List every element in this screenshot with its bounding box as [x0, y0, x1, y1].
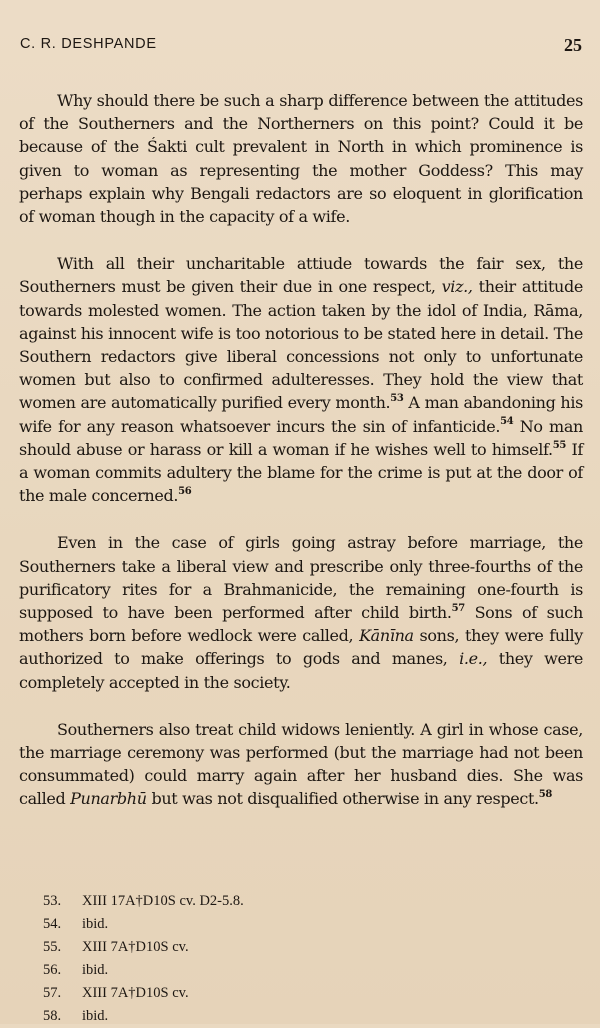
footnote-text: XIII 7A†D10S cv.: [82, 985, 189, 1001]
text-run: A man abandoning his wife for any reason whatsoever incurs the sin of infanticide.: [19, 393, 583, 436]
footnote-reference: 56: [178, 485, 192, 497]
page-number: 25: [564, 35, 582, 55]
text-run: Why should there be such a sharp difference between the attitudes of the Southerners and the Northerners on this point? Could it be because of the Śakti cult prevalent in North in which prominence is given to woman as representing the mother Goddess? This may perhaps explain why Bengali redactors are so eloquent in glorification of woman though in the capacity of a wife.: [19, 91, 583, 227]
footnote-number: 53.: [43, 893, 62, 909]
text-run: Southerners also treat child widows leniently. A girl in whose case, the marriage ceremony was performed (but the marriage had not been consummated) could marry again after her husband dies. She was called: [19, 719, 583, 809]
footnote-text: XIII 17A†D10S cv. D2-5.8.: [82, 893, 244, 909]
running-head: C. R. DESHPANDE: [20, 36, 157, 52]
footnote: [43, 913, 563, 936]
text-run: No man should abuse or harass or kill a woman if he wishes well to himself.: [19, 416, 583, 459]
footnote-number: 55.: [43, 939, 62, 955]
page-header: [20, 36, 582, 60]
footnote-reference: 54: [500, 416, 514, 428]
text-run: they were completely accepted in the society.: [19, 649, 584, 692]
footnote-text: XIII 7A†D10S cv.: [82, 939, 189, 955]
paragraph-gap: [19, 507, 583, 531]
paragraph-gap: [19, 694, 583, 718]
footnote: [43, 936, 563, 959]
italic-term: Punarbhū: [70, 789, 147, 809]
footnote-number: 56.: [43, 962, 62, 978]
footnote: [43, 890, 563, 913]
italic-term: Kānīna: [359, 626, 414, 646]
text-run: Sons of such mothers born before wedlock were called,: [19, 603, 583, 646]
footnote-text: ibid.: [82, 1008, 109, 1024]
footnote-number: 54.: [43, 916, 62, 932]
footnote-text: ibid.: [82, 916, 109, 932]
footnote-reference: 53: [390, 393, 404, 405]
italic-term: viz.,: [441, 277, 473, 297]
footnote: [43, 959, 563, 982]
text-run: but was not disqualified otherwise in any respect.: [146, 789, 539, 809]
paragraph: [19, 89, 583, 228]
footnote-text: ibid.: [82, 962, 109, 978]
footnote: [43, 1005, 563, 1028]
footnotes: [43, 890, 563, 1028]
footnote-number: 58.: [43, 1008, 62, 1024]
text-run: Even in the case of girls going astray before marriage, the Southerners take a liberal view and prescribe only three-fourths of the purificatory rites for a Brahmanicide, the remaining one-fourth is supposed to have been performed after child birth.: [19, 533, 583, 623]
text-run: sons, they were fully authorized to make offerings to gods and manes,: [19, 626, 583, 669]
footnote-number: 57.: [43, 985, 62, 1001]
body-text: [19, 89, 583, 811]
italic-term: i.e.,: [459, 649, 488, 669]
footnote-reference: 58: [538, 789, 553, 801]
footnote-reference: 57: [451, 602, 465, 614]
text-run: With all their uncharitable attiude towards the fair sex, the Southerners must be given their due in one respect,: [19, 254, 583, 297]
paragraph: [19, 531, 583, 693]
footnote: [43, 982, 563, 1005]
paragraph-gap: [19, 228, 583, 252]
paragraph: [19, 252, 583, 507]
paragraph: [19, 718, 583, 811]
footnote-reference: 55: [552, 439, 566, 451]
text-run: If a woman commits adultery the blame for the crime is put at the door of the male concerned.: [19, 439, 584, 506]
text-run: their attitude towards molested women. The action taken by the idol of India, Rāma, against his innocent wife is too notorious to be stated here in detail. The Southern redactors give liberal concessions not only to unfortunate women but also to confirmed adulteresses. They hold the view that women are automatically purified every month.: [19, 277, 583, 413]
